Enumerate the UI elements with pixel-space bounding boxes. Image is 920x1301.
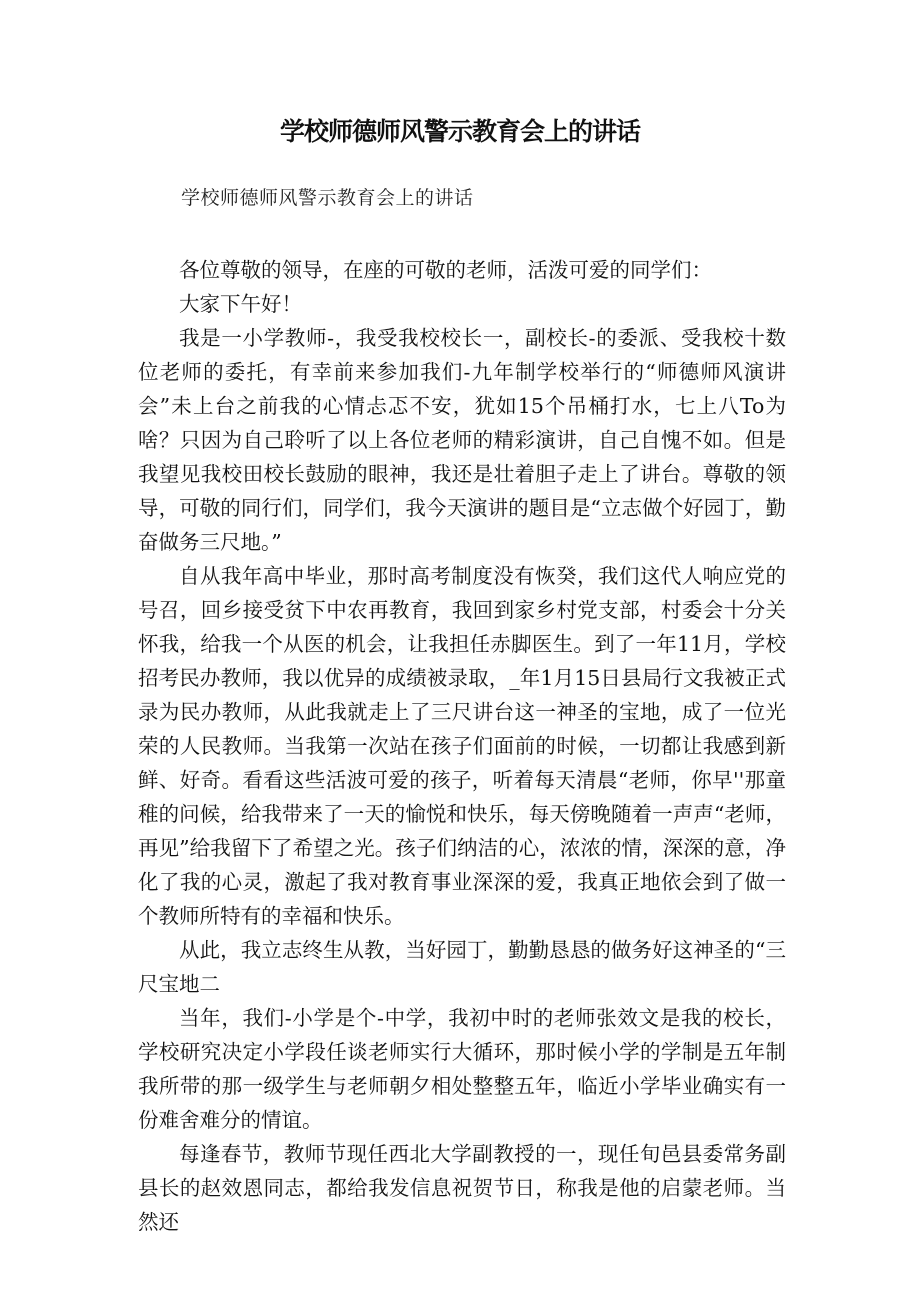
document-subtitle: 学校师德师风警示教育会上的讲话 — [181, 187, 474, 209]
paragraph-resolution: 从此，我立志终生从教，当好园丁，勤勤恳恳的做务好这神圣的“三尺宝地二 — [138, 938, 786, 996]
paragraph-greeting: 各位尊敬的领导，在座的可敬的老师，活泼可爱的同学们： — [179, 258, 712, 282]
paragraph-career-start: 自从我年高中毕业，那时高考制度没有恢癸，我们这代人响应党的号召，回乡接受贫下中农再教育，我回到家乡村党支部，村委会十分关怀我，给我一个从医的机会，让我担任赤脚医生。到了一年11月，学校招考民办教师，我以优异的成绩被录取，_年1月15日县局行文我被正式录为民办教师，从此我就走上了三尺讲台这一神圣的宝地，成了一位光荣的人民教师。当我第一次站在孩子们面前的时候，一切都让我感到新鲜、好奇。看看这些活波可爱的孩子，听着每天清晨“老师，你早''那童稚的问候，给我带来了一天的愉悦和快乐，每天傍晚随着一声声“老师，再见”给我留下了希望之光。孩子们纳洁的心，浓浓的情，深深的意，净化了我的心灵，激起了我对教育事业深深的爱，我真正地依会到了做一个教师所特有的幸福和快乐。 — [138, 564, 786, 928]
document-body — [138, 253, 786, 1239]
document-title: 学校师德师风警示教育会上的讲话 — [279, 117, 640, 146]
paragraph-introduction: 我是一小学教师-，我受我校校长一，副校长-的委派、受我校十数位老师的委托，有幸前来参加我们-九年制学校举行的“师德师风演讲会”未上台之前我的心情忐忑不安，犹如15个吊桶打水，七上八To为啥？只因为自己聆听了以上各位老师的精彩演讲，自己自愧不如。但是我望见我校田校长鼓励的眼神，我还是壮着胆子走上了讲台。尊敬的领导，可敬的同行们，同学们，我今天演讲的题目是“立志做个好园丁，勤奋做务三尺地。” — [138, 326, 786, 554]
paragraph-salutation: 大家下午好！ — [179, 292, 302, 316]
paragraph-school-years: 当年，我们-小学是个-中学，我初中时的老师张效文是我的校长，学校研究决定小学段任谈老师实行大循环，那时候小学的学制是五年制我所带的那一级学生与老师朝夕相处整整五年，临近小学毕业确实有一份难舍难分的情谊。 — [138, 1006, 786, 1132]
paragraph-festivals: 每逢春节，教师节现任西北大学副教授的一，现任旬邑县委常务副县长的赵效恩同志，都给我发信息祝贺节日，称我是他的启蒙老师。当然还 — [138, 1142, 786, 1234]
